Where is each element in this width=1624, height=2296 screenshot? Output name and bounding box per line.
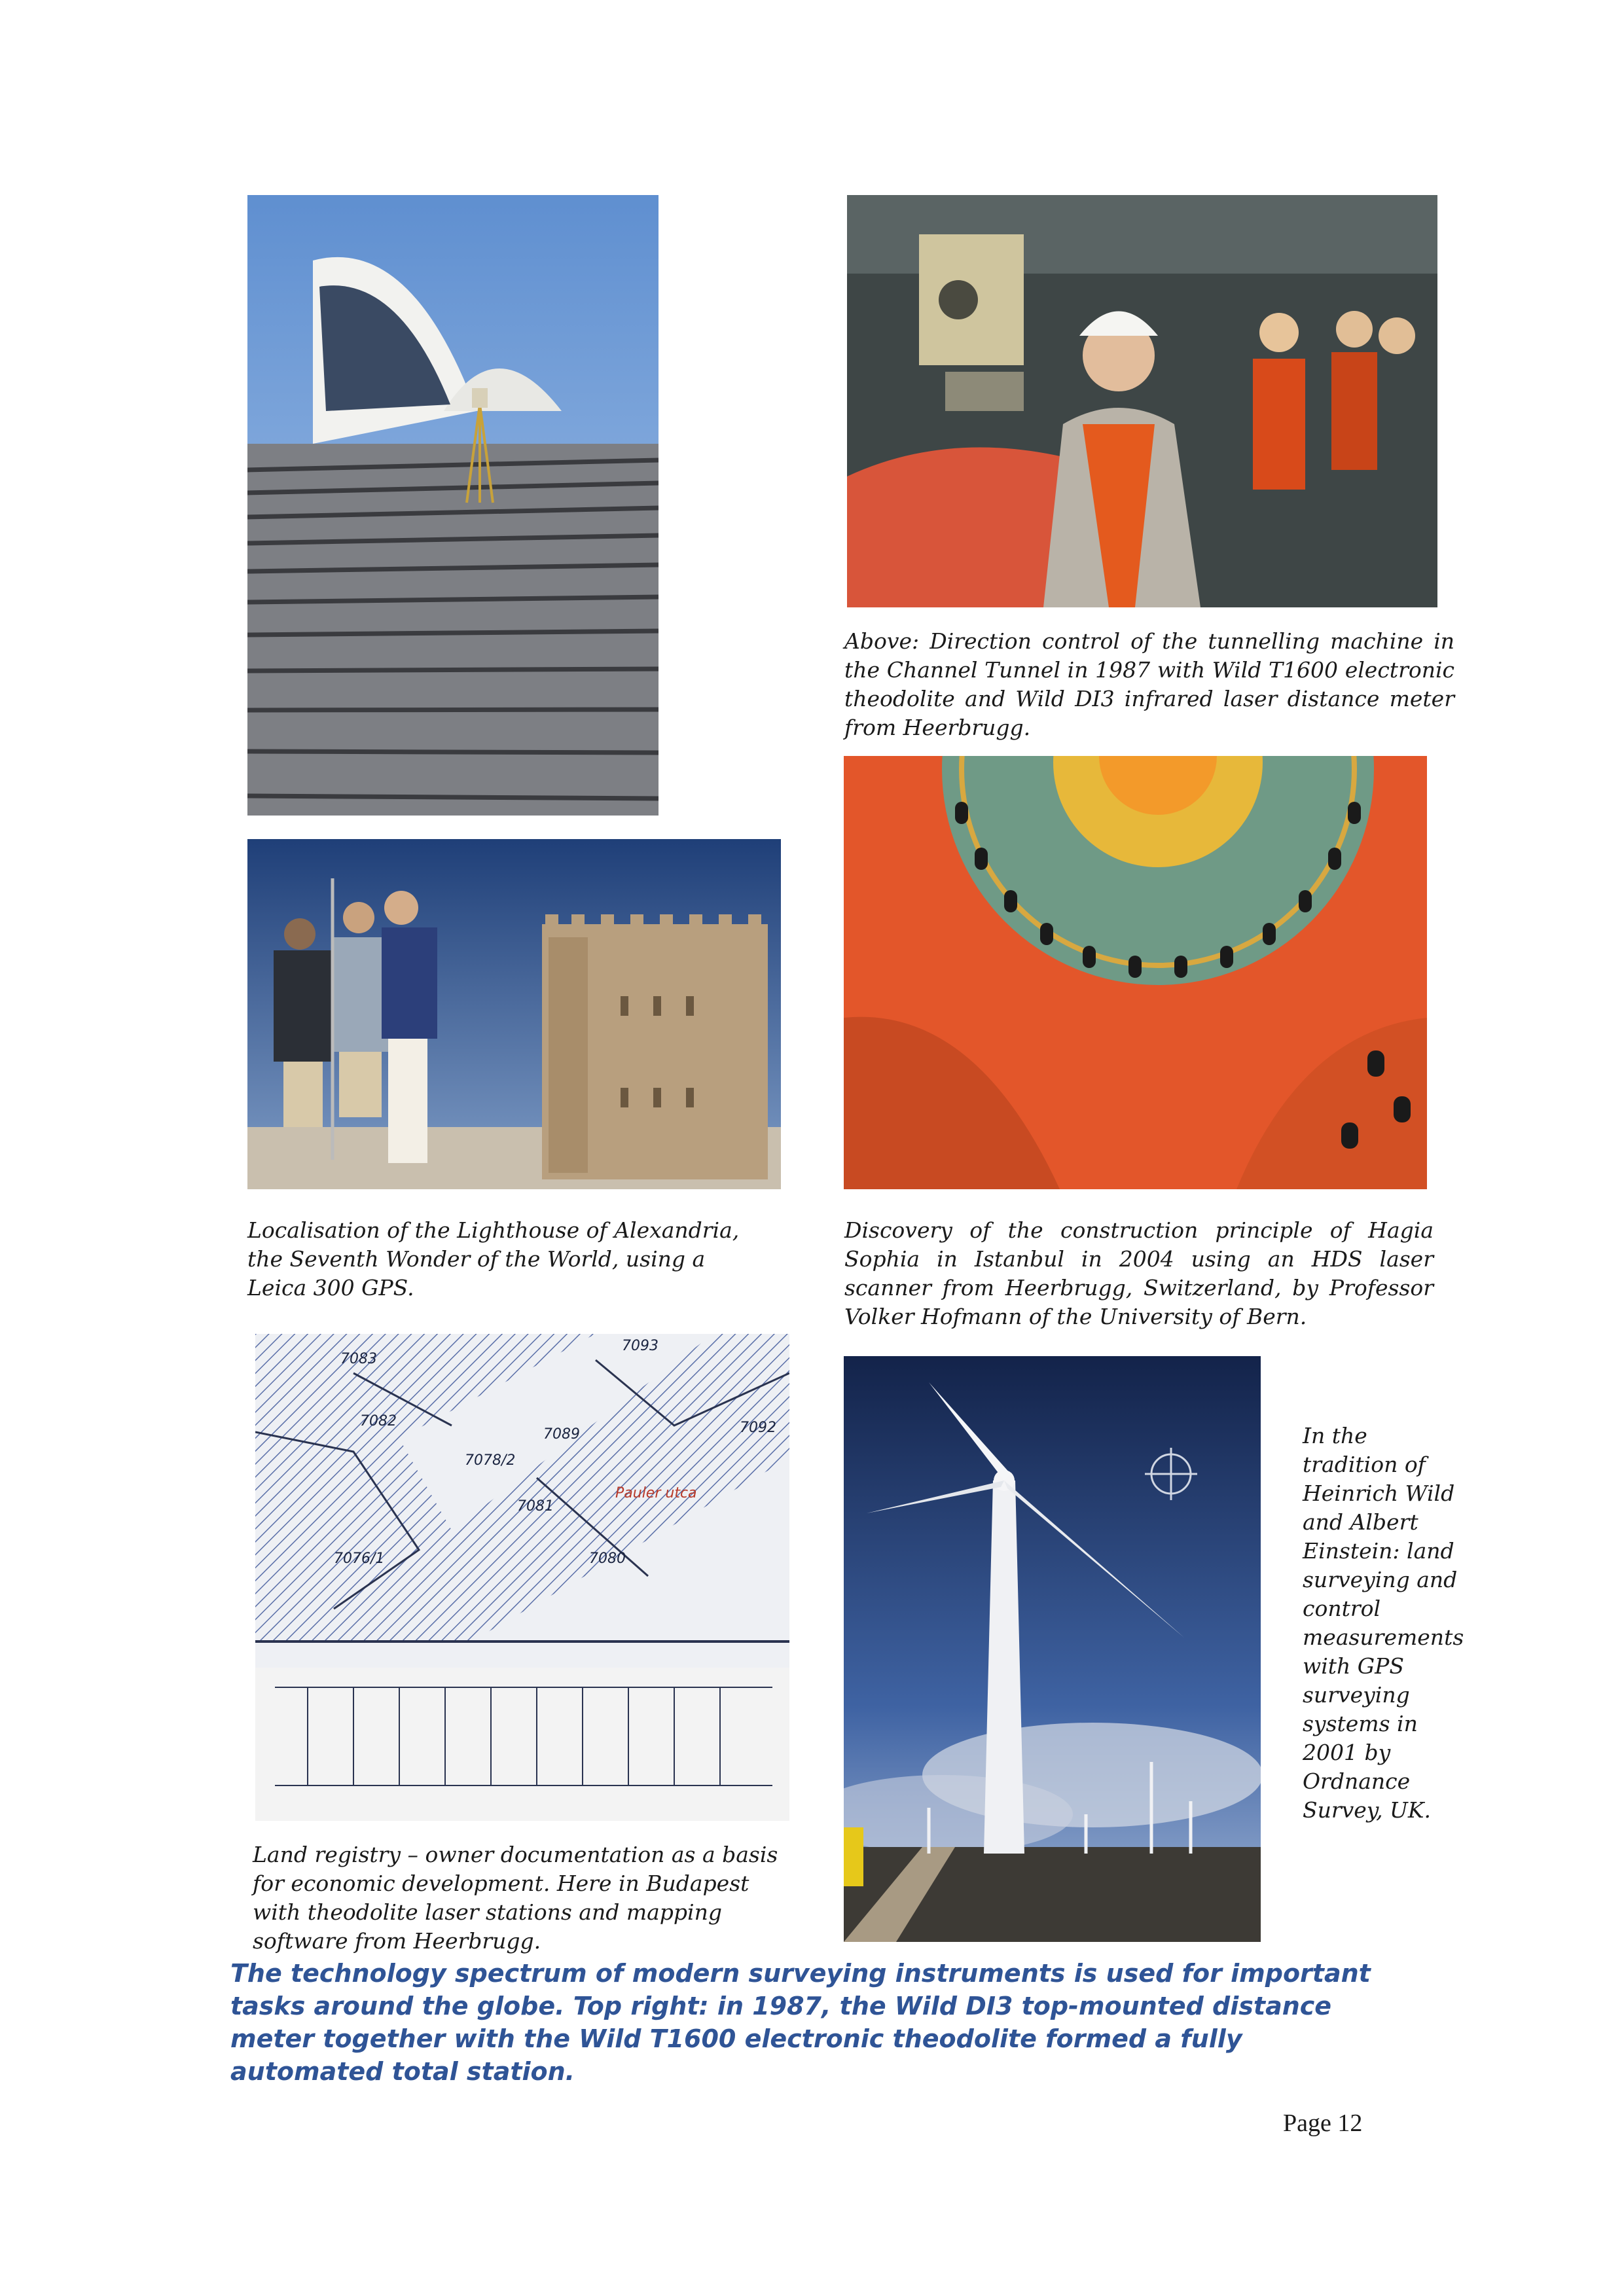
map-label: 7078/2	[465, 1452, 516, 1469]
land-registry-image	[255, 1334, 789, 1821]
channel-tunnel-caption: Above: Direction control of the tunnelling machine in the Channel Tunnel in 1987 with Wild T1600 electronic theodolite and Wild DI3 infrared laser distance meter from Heerbrugg.	[844, 628, 1454, 740]
page-number: Page 12	[1283, 2109, 1363, 2137]
land-registry-map	[255, 1334, 789, 1821]
map-label: 7089	[543, 1426, 580, 1443]
summary-caption: The technology spectrum of modern surveying instruments is used for important tasks around the globe. Top right: in 1987, the Wild DI3 top-mounted distance meter together with the Wild T1600 electronic theodolite formed a fully automated total station.	[230, 1959, 1371, 2086]
wind-turbine-photo	[844, 1356, 1261, 1942]
wind-turbine-caption: In the tradition of Heinrich Wild and Albert Einstein: land surveying and control measurements with GPS surveying systems in 2001 by Ordnance Survey, UK.	[1303, 1423, 1464, 1823]
hagia-sophia-image	[844, 756, 1427, 1189]
map-label: 7082	[360, 1413, 397, 1429]
map-label: 7080	[589, 1551, 626, 1567]
hagia-sophia-photo	[844, 756, 1427, 1189]
map-label: 7076/1	[334, 1551, 385, 1567]
channel-tunnel-photo	[847, 195, 1437, 607]
opera-house-photo	[247, 195, 659, 816]
opera-house-image	[247, 195, 659, 816]
map-label: 7081	[517, 1498, 554, 1515]
land-registry-caption: Land registry – owner documentation as a basis for economic development. Here in Budapest with theodolite laser stations and mapping software from Heerbrugg.	[253, 1842, 778, 1954]
map-label: 7092	[740, 1420, 776, 1436]
channel-tunnel-image	[847, 195, 1437, 607]
alexandria-image	[247, 839, 781, 1189]
map-label: 7093	[622, 1338, 659, 1354]
map-label: Pauler utca	[615, 1485, 697, 1501]
alexandria-photo	[247, 839, 781, 1189]
wind-turbine-image	[844, 1356, 1261, 1942]
map-label: 7083	[340, 1351, 377, 1367]
hagia-sophia-caption: Discovery of the construction principle of Hagia Sophia in Istanbul in 2004 using an HDS laser scanner from Heerbrugg, Switzerland, by Professor Volker Hofmann of the University of Bern.	[844, 1217, 1434, 1329]
alexandria-caption: Localisation of the Lighthouse of Alexandria, the Seventh Wonder of the World, using a Leica 300 GPS.	[247, 1217, 740, 1300]
